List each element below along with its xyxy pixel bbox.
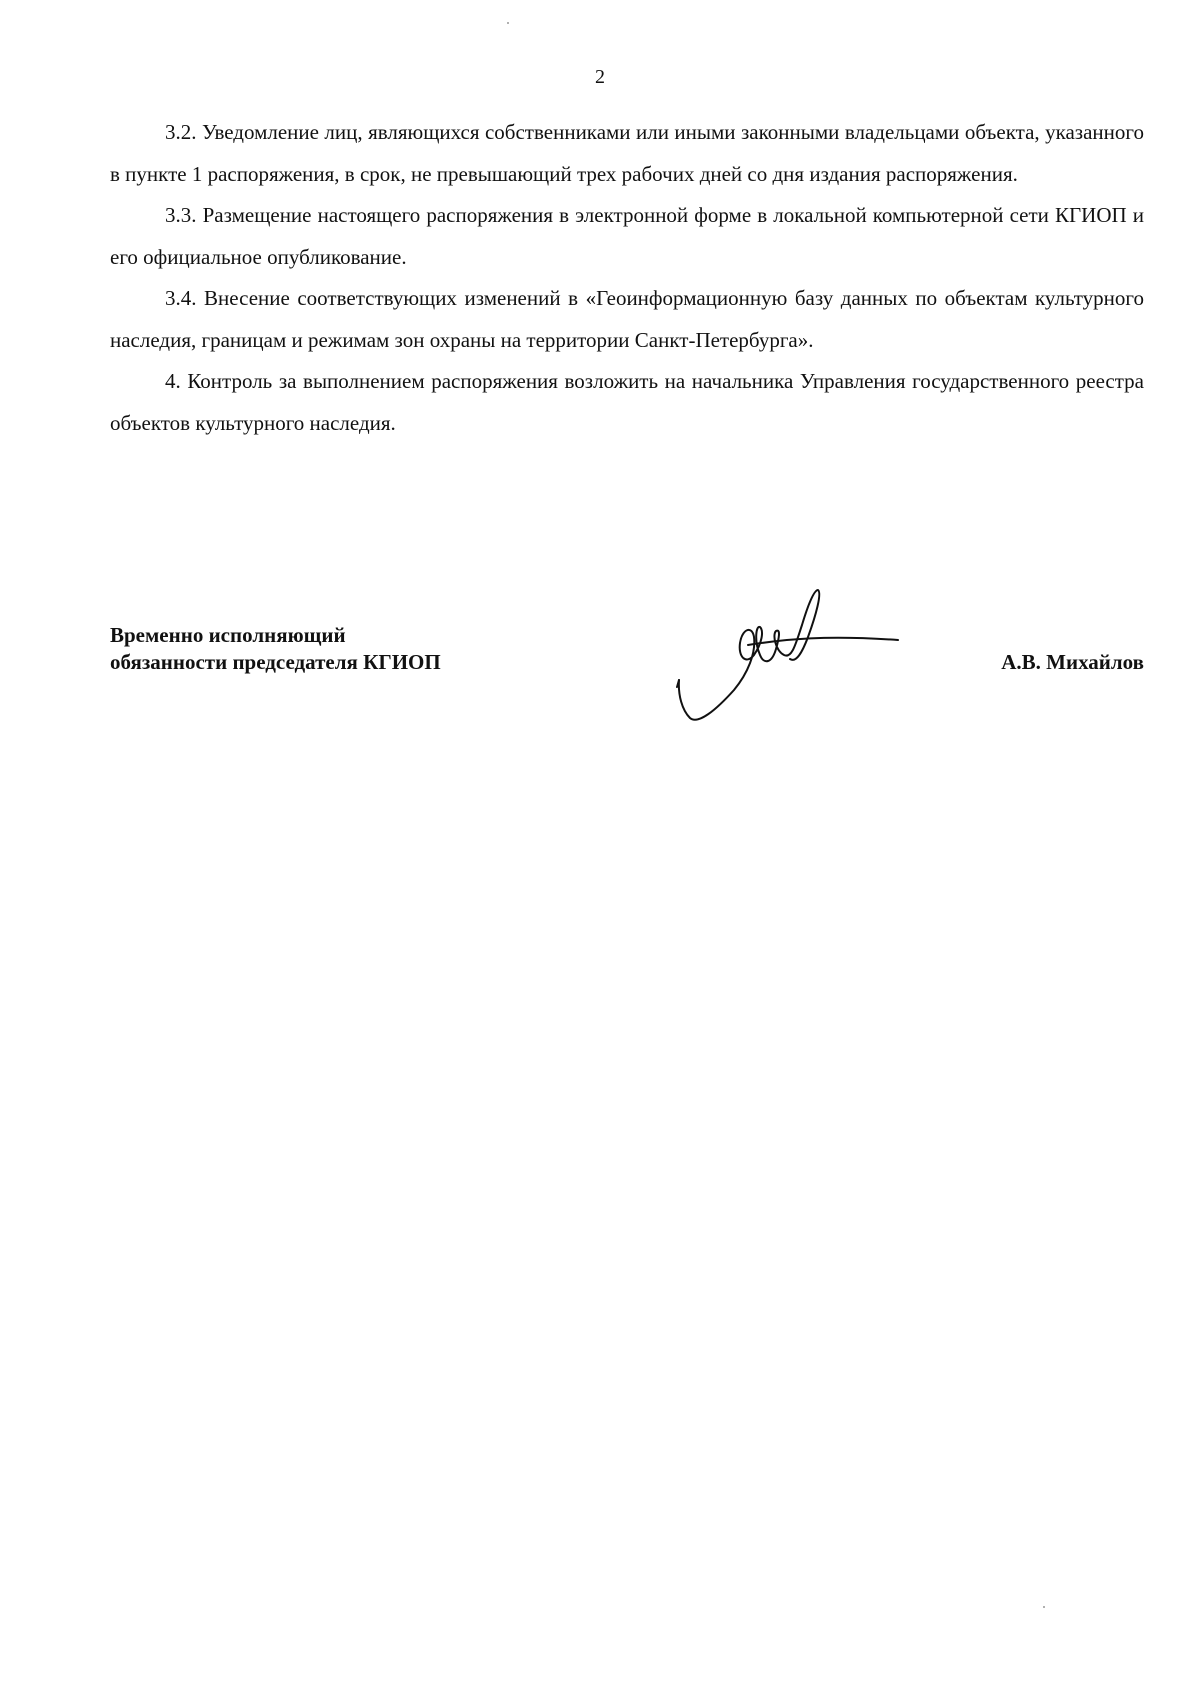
scan-speck: [507, 22, 509, 24]
signatory-title-line-1: Временно исполняющий: [110, 623, 346, 647]
page-number: 2: [595, 66, 605, 88]
paragraph-4: 4. Контроль за выполнением распоряжения возложить на начальника Управления государственного реестра объектов культурного наследия.: [110, 369, 1144, 435]
handwritten-signature: [676, 585, 906, 725]
signatory-title: [110, 622, 441, 676]
paragraph-3-3: 3.3. Размещение настоящего распоряжения в электронной форме в локальной компьютерной сети КГИОП и его официальное опубликование.: [110, 203, 1144, 269]
paragraph-3-4: 3.4. Внесение соответствующих изменений в «Геоинформационную базу данных по объектам культурного наследия, границам и режимам зон охраны на территории Санкт-Петербурга».: [110, 286, 1144, 352]
signatory-name: А.В. Михайлов: [1001, 650, 1144, 674]
document-body: [110, 112, 1144, 444]
scan-speck: [1043, 1606, 1045, 1608]
signatory-title-line-2: обязанности председателя КГИОП: [110, 650, 441, 674]
paragraph-3-2: 3.2. Уведомление лиц, являющихся собственниками или иными законными владельцами объекта, указанного в пункте 1 распоряжения, в срок, не превышающий трех рабочих дней со дня издания распоряжения.: [110, 120, 1144, 186]
